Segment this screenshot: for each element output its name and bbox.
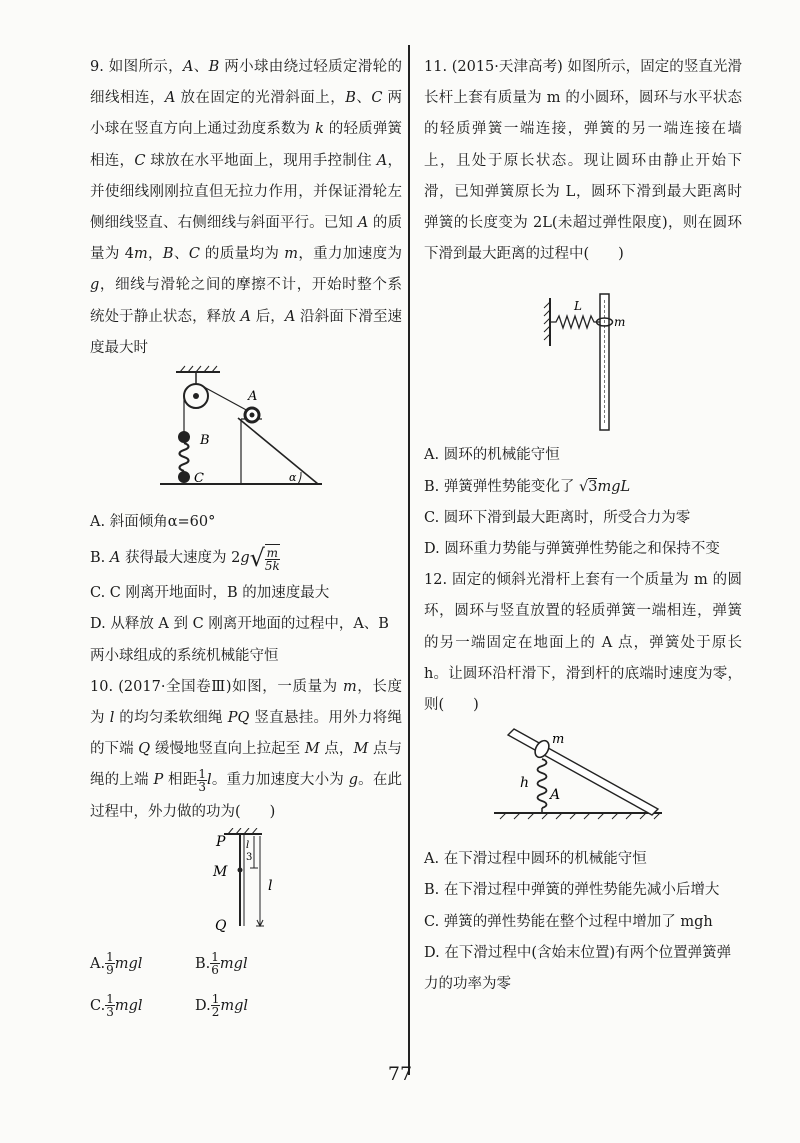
label-h: h	[520, 775, 530, 792]
q10-rope-figure	[90, 828, 402, 943]
label-m: M	[213, 863, 228, 880]
right-column	[424, 52, 742, 1000]
label-a: A	[550, 787, 561, 804]
q9-option-b: B. A 获得最大速度为 2g√ $\frac{m}{5k}$	[90, 544, 280, 574]
q9-option-c: C. C 刚离开地面时，B 的加速度最大	[90, 585, 330, 602]
label-m: m	[614, 315, 626, 330]
column-divider	[408, 45, 410, 1075]
label-p: P	[216, 833, 226, 850]
q9-option-a: A. 斜面倾角α=60°	[90, 514, 216, 531]
spring-icon	[538, 759, 547, 808]
spring-bc-icon	[180, 443, 189, 471]
label-a: A	[248, 389, 258, 405]
q10-option-a: A. $\frac{1}{9}$ mgl	[90, 950, 143, 978]
label-l3-num: l	[246, 839, 250, 851]
q11-spring-ring-figure	[424, 270, 742, 440]
inclined-rod-icon	[508, 729, 658, 815]
q10-option-d: D. $\frac{1}{2}$ mgl	[195, 992, 249, 1020]
q10-options-row-1	[90, 943, 402, 985]
q11-option-a: A. 圆环的机械能守恒	[424, 447, 560, 464]
question-9-stem: 9. 如图所示，A、B 两小球由绕过轻质定滑轮的细线相连，A 放在固定的光滑斜面上，B、C 两小球在竖直方向上通过劲度系数为 k 的轻质弹簧相连，C 球放在水平地面上，现用手控制住 A，并使细线刚刚拉直但无拉力作用，并保证滑轮左侧细线竖直、右侧细线与斜面平行。已知 A 的质量为 4m，B、C 的质量均为 m，重力加速度为 g，细线与滑轮之间的摩擦不计，开始时整个系统处于静止状态，释放 A 后，A 沿斜面下滑至速度最大时	[90, 59, 403, 356]
q9-sqrt-fraction: $\frac{m}{5k}$	[264, 546, 280, 574]
question-10-stem: 10. (2017·全国卷Ⅲ)如图，一质量为 m，长度为 l 的均匀柔软细绳 PQ 竖直悬挂。用外力将绳的下端 Q 缓慢地竖直向上拉起至 M 点，M 点与绳的上端 P 相距 $\frac{1}{3}$ l。重力加速度大小为 g。在此过程中，外力做的功为( )	[90, 678, 403, 820]
ball-c-icon	[178, 471, 190, 483]
label-alpha: α	[289, 471, 297, 485]
label-q: Q	[215, 917, 227, 934]
q12-inclined-rod-figure	[424, 721, 742, 836]
q10-fraction: $\frac{1}{3}$	[198, 766, 207, 794]
q10-option-b: B. $\frac{1}{6}$ mgl	[195, 950, 248, 978]
q11-option-b: B. 弹簧弹性势能变化了 √3mgL	[424, 478, 631, 495]
page-number: 77	[387, 1063, 413, 1085]
q11-option-d: D. 圆环重力势能与弹簧弹性势能之和保持不变	[424, 541, 720, 558]
question-12-stem: 12. 固定的倾斜光滑杆上套有一个质量为 m 的圆环，圆环与竖直放置的轻质弹簧一端相连，弹簧的另一端固定在地面上的 A 点，弹簧处于原长 h。让圆环沿杆滑下，滑到杆的底端时速度为零，则( )	[424, 572, 742, 714]
q12-option-a: A. 在下滑过程中圆环的机械能守恒	[424, 851, 647, 868]
q12-option-d: D. 在下滑过程中(含始末位置)有两个位置弹簧弹力的功率为零	[424, 944, 732, 993]
ball-b-icon	[178, 431, 190, 443]
q9-pulley-figure	[90, 364, 402, 499]
question-11-stem: 11. (2015·天津高考) 如图所示，固定的竖直光滑长杆上套有质量为 m 的小圆环，圆环与水平状态的轻质弹簧一端连接，弹簧的另一端连接在墙上，且处于原长状态。现让圆环由静止开始下滑，已知弹簧原长为 L，圆环下滑到最大距离时弹簧的长度变为 2L(未超过弹性限度)，则在圆环下滑到最大距离的过程中( )	[424, 59, 742, 263]
q10-options-row-2	[90, 985, 402, 1027]
q12-option-b: B. 在下滑过程中弹簧的弹性势能先减小后增大	[424, 882, 720, 899]
spring-icon	[550, 316, 600, 328]
label-b: B	[200, 433, 210, 449]
q12-option-c: C. 弹簧的弹性势能在整个过程中增加了 mgh	[424, 913, 713, 930]
left-column	[90, 52, 402, 1027]
label-l3-den: 3	[246, 851, 253, 863]
point-m-icon	[238, 867, 243, 872]
label-l: l	[268, 877, 273, 894]
label-m: m	[552, 732, 565, 748]
q10-option-c: C. $\frac{1}{3}$ mgl	[90, 992, 143, 1020]
label-l: L	[574, 299, 582, 314]
label-c: C	[194, 471, 204, 487]
q11-option-c: C. 圆环下滑到最大距离时，所受合力为零	[424, 509, 691, 526]
q9-option-d: D. 从释放 A 到 C 刚离开地面的过程中，A、B 两小球组成的系统机械能守恒	[90, 616, 389, 664]
